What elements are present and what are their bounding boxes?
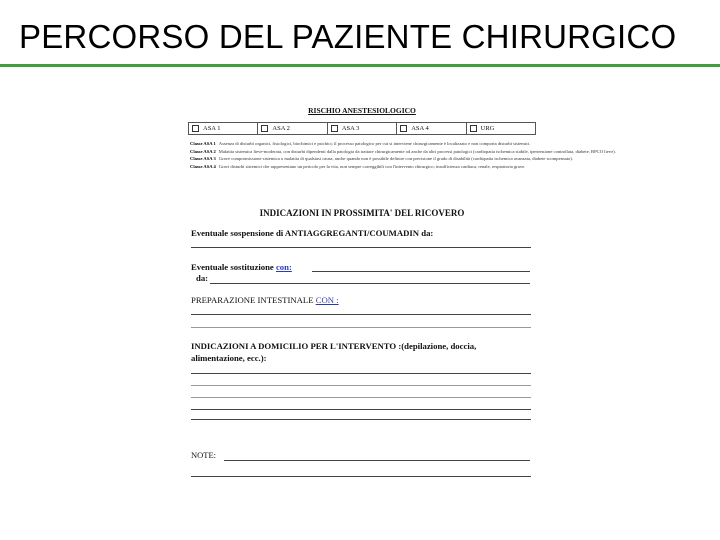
asa-option-label: ASA 2	[272, 125, 290, 132]
checkbox-icon[interactable]	[192, 125, 199, 132]
substitution-with-link: con:	[275, 262, 292, 272]
notes-line-2[interactable]	[191, 476, 531, 477]
asa-option-urg[interactable]	[467, 123, 535, 134]
risk-heading: RISCHIO ANESTESIOLOGICO	[308, 106, 416, 115]
anticoagulant-input-line[interactable]	[191, 247, 531, 248]
checkbox-icon[interactable]	[400, 125, 407, 132]
substitution-from-line[interactable]	[210, 283, 530, 284]
asa-class-3: Classe ASA 3 Grave compromissione sistemica o malattia di qualsiasi causa, anche quando non è possibile definire con precisione il grado di disabilità (cardiopatia ischemica avanzata, diabete scompensato).	[190, 156, 574, 162]
anticoagulant-suspension-label: Eventuale sospensione di ANTIAGGREGANTI/COUMADIN da:	[191, 228, 434, 238]
title-underline	[0, 64, 720, 67]
asa-class-descriptions	[190, 140, 616, 170]
bowel-prep-line-2[interactable]	[191, 327, 531, 328]
checkbox-icon[interactable]	[470, 125, 477, 132]
asa-class-1: Classe ASA 1 Assenza di disturbi organici, fisiologici, biochimici e psichici; il processo patologico per cui si interviene chirurgicamente è localizzato e non comporta disturbi sistemici.	[190, 141, 531, 146]
checkbox-icon[interactable]	[261, 125, 268, 132]
asa-option-label: ASA 1	[203, 125, 221, 132]
asa-option-3[interactable]	[328, 123, 397, 134]
bowel-prep-line-1[interactable]	[191, 314, 531, 315]
asa-option-4[interactable]	[397, 123, 466, 134]
bowel-prep-with-link: CON :	[315, 295, 339, 305]
substitution-label: Eventuale sostituzione con:	[191, 262, 292, 272]
home-indications-line-1[interactable]	[191, 373, 531, 374]
asa-checkbox-table	[188, 122, 536, 135]
slide-title: PERCORSO DEL PAZIENTE CHIRURGICO	[19, 18, 677, 55]
notes-line-1[interactable]	[224, 460, 530, 461]
home-indications-line-3[interactable]	[191, 397, 531, 398]
home-indications-label-1: INDICAZIONI A DOMICILIO PER L'INTERVENTO :(depilazione, doccia,	[191, 341, 477, 351]
asa-option-label: ASA 4	[411, 125, 429, 132]
asa-option-1[interactable]	[189, 123, 258, 134]
home-indications-line-5[interactable]	[191, 419, 531, 420]
scanned-form	[184, 102, 616, 487]
home-indications-label-2: alimentazione, ecc.):	[191, 353, 267, 363]
asa-class-2: Classe ASA 2 Malattia sistemica lieve-moderata, con disturbi dipendenti dalla patologia da trattare chirurgicamente od anche da altri processi patologici (cardiopatia ischemica stabile, ipertensione controllata, diabete, BPCO lieve).	[190, 148, 616, 154]
notes-label: NOTE:	[191, 450, 217, 460]
asa-option-2[interactable]	[258, 123, 327, 134]
admission-indications-heading: INDICAZIONI IN PROSSIMITA' DEL RICOVERO	[259, 208, 465, 218]
substitution-from-label: da:	[196, 273, 209, 283]
home-indications-line-4[interactable]	[191, 409, 531, 410]
asa-option-label: URG	[480, 125, 495, 132]
checkbox-icon[interactable]	[331, 125, 338, 132]
asa-option-label: ASA 3	[341, 125, 360, 132]
asa-class-4: Classe ASA 4 Gravi disturbi sistemici che rappresentano un pericolo per la vita, non sempre correggibili con l'intervento chirurgico; insufficienza cardiaca, renale, respiratoria grave.	[190, 163, 526, 169]
substitution-with-line[interactable]	[312, 271, 530, 272]
bowel-prep-label: PREPARAZIONE INTESTINALE CON :	[191, 295, 339, 305]
home-indications-line-2[interactable]	[191, 385, 531, 386]
